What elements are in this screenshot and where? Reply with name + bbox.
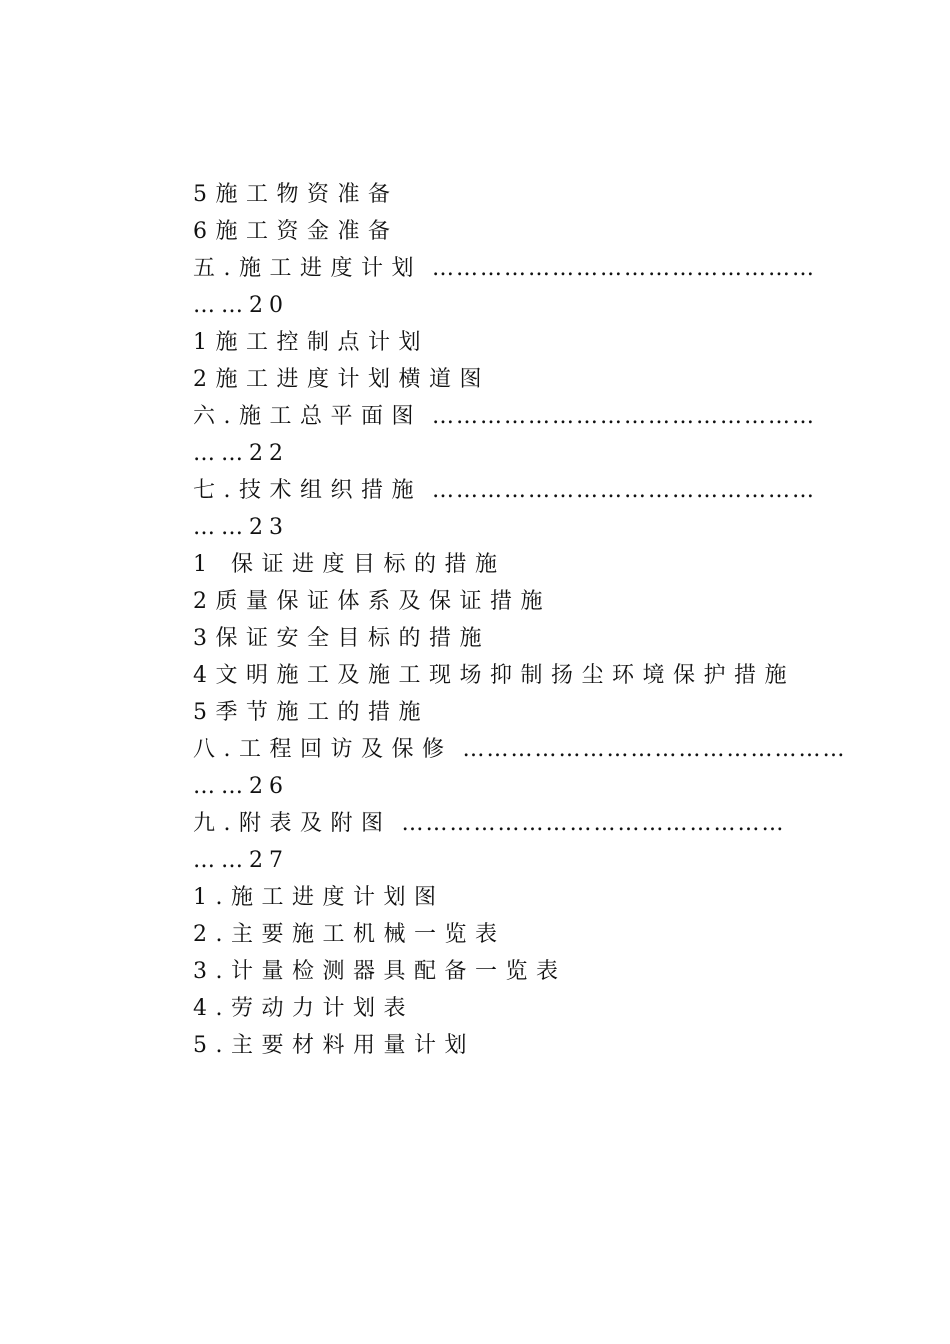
toc-section-entry: [193, 805, 853, 842]
toc-entry: 3保证安全目标的措施: [193, 626, 490, 651]
toc-section-title: 八.工程回访及保修: [193, 737, 453, 762]
toc-entry: 1.施工进度计划图: [193, 885, 445, 910]
toc-section-title: 九.附表及附图: [193, 811, 392, 836]
toc-page-number: ……20: [193, 293, 289, 318]
toc-section-title: 五.施工进度计划: [193, 256, 422, 281]
toc-entry: 5施工物资准备: [193, 182, 399, 207]
toc-leader-dots: …………………………………………: [401, 811, 786, 836]
toc-leader-dots: …………………………………………: [432, 404, 816, 429]
toc-leader-dots: …………………………………………: [432, 256, 816, 281]
toc-section-entry: [193, 250, 853, 287]
toc-leader-dots: …………………………………………: [432, 478, 816, 503]
toc-page-number: ……26: [193, 774, 289, 799]
toc-entry: 3.计量检测器具配备一览表: [193, 959, 567, 984]
toc-entry: 4文明施工及施工现场抑制扬尘环境保护措施: [193, 663, 795, 688]
table-of-contents: [193, 176, 853, 1064]
toc-entry: 1施工控制点计划: [193, 330, 429, 355]
toc-page-number: ……22: [193, 441, 289, 466]
toc-page-number: ……23: [193, 515, 289, 540]
toc-section-entry: [193, 731, 853, 768]
toc-section-entry: [193, 398, 853, 435]
toc-entry: 1 保证进度目标的措施: [193, 552, 506, 577]
toc-entry: 2质量保证体系及保证措施: [193, 589, 551, 614]
toc-entry: 2.主要施工机械一览表: [193, 922, 506, 947]
toc-section-title: 六.施工总平面图: [193, 404, 422, 429]
toc-entry: 6施工资金准备: [193, 219, 399, 244]
toc-entry: 5季节施工的措施: [193, 700, 429, 725]
toc-entry: 4.劳动力计划表: [193, 996, 414, 1021]
toc-entry: 2施工进度计划横道图: [193, 367, 490, 392]
toc-page-number: ……27: [193, 848, 289, 873]
toc-leader-dots: …………………………………………: [462, 737, 847, 762]
toc-section-entry: [193, 472, 853, 509]
toc-section-title: 七.技术组织措施: [193, 478, 422, 503]
toc-entry: 5.主要材料用量计划: [193, 1033, 475, 1058]
